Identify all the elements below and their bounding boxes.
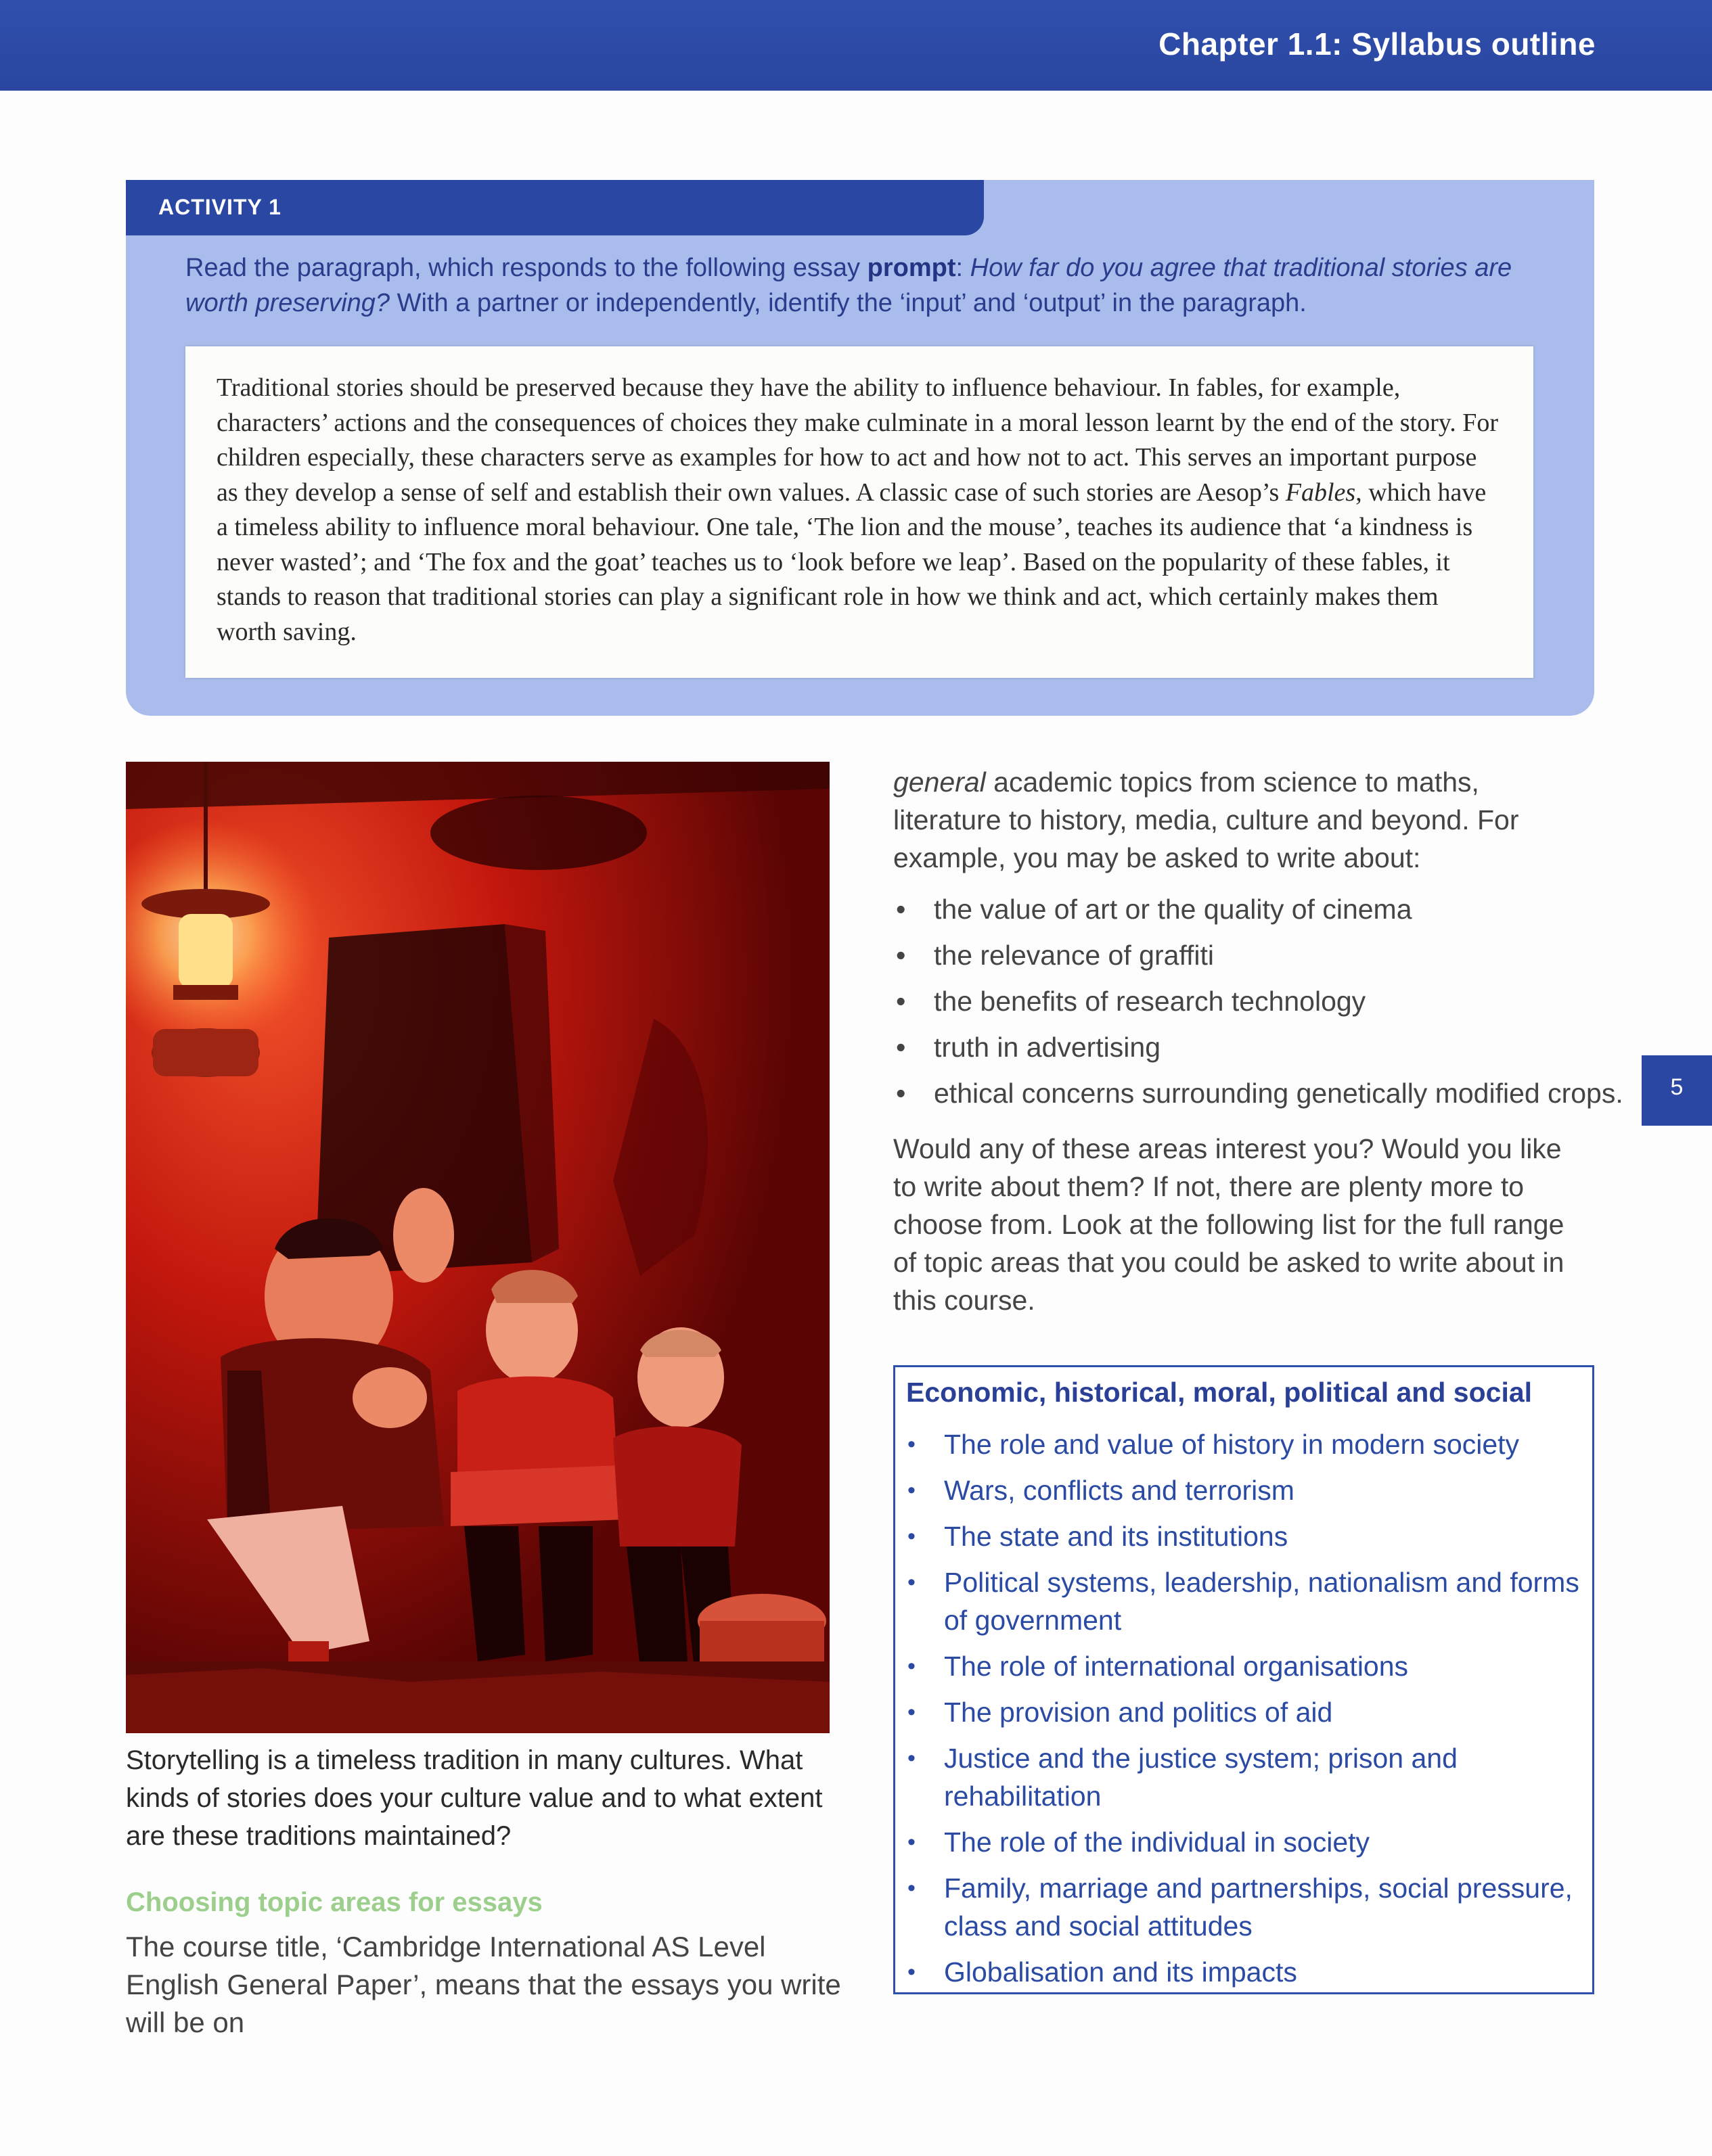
list-item: • Political systems, leadership, nationalism and forms of government bbox=[906, 1563, 1583, 1639]
list-item: • Family, marriage and partnerships, social pressure, class and social attitudes bbox=[906, 1869, 1583, 1945]
section-heading: Choosing topic areas for essays bbox=[126, 1887, 543, 1917]
intro-keyword: prompt bbox=[867, 254, 956, 282]
intro-question: How far do you agree that traditional stories are worth preserving? bbox=[185, 254, 1512, 317]
photo-caption: Storytelling is a timeless tradition in many cultures. What kinds of stories does your culture value and to what extent are these traditions maintained? bbox=[126, 1745, 823, 1851]
intro-text-2: : bbox=[955, 254, 970, 282]
list-item: • Globalisation and its impacts bbox=[906, 1953, 1583, 1991]
list-item: • The role of the individual in society bbox=[906, 1823, 1583, 1861]
intro-text-3: With a partner or independently, identify the ‘input’ and ‘output’ in the paragraph. bbox=[390, 289, 1307, 317]
right-para-2: Would any of these areas interest you? Would you like to write about them? If not, there are plenty more to choose from. Look at the following list for the full range of topic areas that you could be asked to write about in this course. bbox=[893, 1133, 1564, 1316]
activity-intro bbox=[185, 250, 1552, 321]
list-item: • The role and value of history in modern society bbox=[906, 1425, 1583, 1463]
storytelling-photo bbox=[126, 762, 830, 1733]
topic-box-title: Economic, historical, moral, political and social bbox=[906, 1377, 1533, 1408]
passage-text bbox=[217, 371, 1502, 649]
list-item: • the benefits of research technology bbox=[893, 978, 1590, 1024]
passage-title: Fables bbox=[1285, 478, 1356, 507]
example-topics-list bbox=[893, 886, 1623, 1116]
passage-text-2: , which have a timeless ability to influence moral behaviour. One tale, ‘The lion and the mouse’, teaches its audience that ‘a kindness is never wasted’; and ‘The fox and the goat’ teaches us to ‘look before we leap’. Based on the popularity of these fables, it stands to reason that traditional stories can play a significant role in how we think and act, which certainly makes them worth saving. bbox=[217, 478, 1487, 646]
topic-list bbox=[906, 1425, 1583, 1999]
list-item: • ethical concerns surrounding genetically modified crops. bbox=[893, 1070, 1590, 1116]
list-item: • Wars, conflicts and terrorism bbox=[906, 1471, 1583, 1509]
list-item: • The state and its institutions bbox=[906, 1517, 1583, 1555]
header-band bbox=[0, 0, 1712, 91]
intro-text-1: Read the paragraph, which responds to the following essay bbox=[185, 254, 868, 282]
para1-emphasis: general bbox=[893, 766, 986, 798]
list-item: • Justice and the justice system; prison and rehabilitation bbox=[906, 1739, 1583, 1815]
page-number: 5 bbox=[1670, 1074, 1684, 1100]
list-item: • truth in advertising bbox=[893, 1024, 1590, 1070]
list-item: • the relevance of graffiti bbox=[893, 932, 1590, 978]
passage-card bbox=[185, 346, 1533, 678]
right-column bbox=[893, 763, 1623, 1319]
list-item: • the value of art or the quality of cinema bbox=[893, 886, 1590, 932]
activity-tab bbox=[126, 180, 984, 235]
passage-text-1: Traditional stories should be preserved because they have the ability to influence behaviour. In fables, for example, characters’ actions and the consequences of choices they make culminate in a moral lesson learnt by the end of the story. For children especially, these characters serve as examples for how to act and how not to act. This serves an important purpose as they develop a sense of self and establish their own values. A classic case of such stories are Aesop’s bbox=[217, 373, 1499, 507]
activity-box bbox=[126, 180, 1594, 716]
topic-areas-box bbox=[893, 1365, 1594, 1994]
list-item: • The provision and politics of aid bbox=[906, 1693, 1583, 1731]
chapter-title: Chapter 1.1: Syllabus outline bbox=[1158, 26, 1596, 62]
left-body-text: The course title, ‘Cambridge International AS Level English General Paper’, means that the essays you write will be on bbox=[126, 1931, 841, 2038]
list-item: • The role of international organisations bbox=[906, 1647, 1583, 1685]
storytelling-illustration bbox=[126, 762, 830, 1733]
para1-text: academic topics from science to maths, literature to history, media, culture and beyond. For example, you may be asked to write about: bbox=[893, 766, 1519, 873]
right-para-1 bbox=[893, 763, 1590, 877]
activity-label: ACTIVITY 1 bbox=[158, 195, 281, 219]
page-number-tab bbox=[1642, 1055, 1712, 1126]
